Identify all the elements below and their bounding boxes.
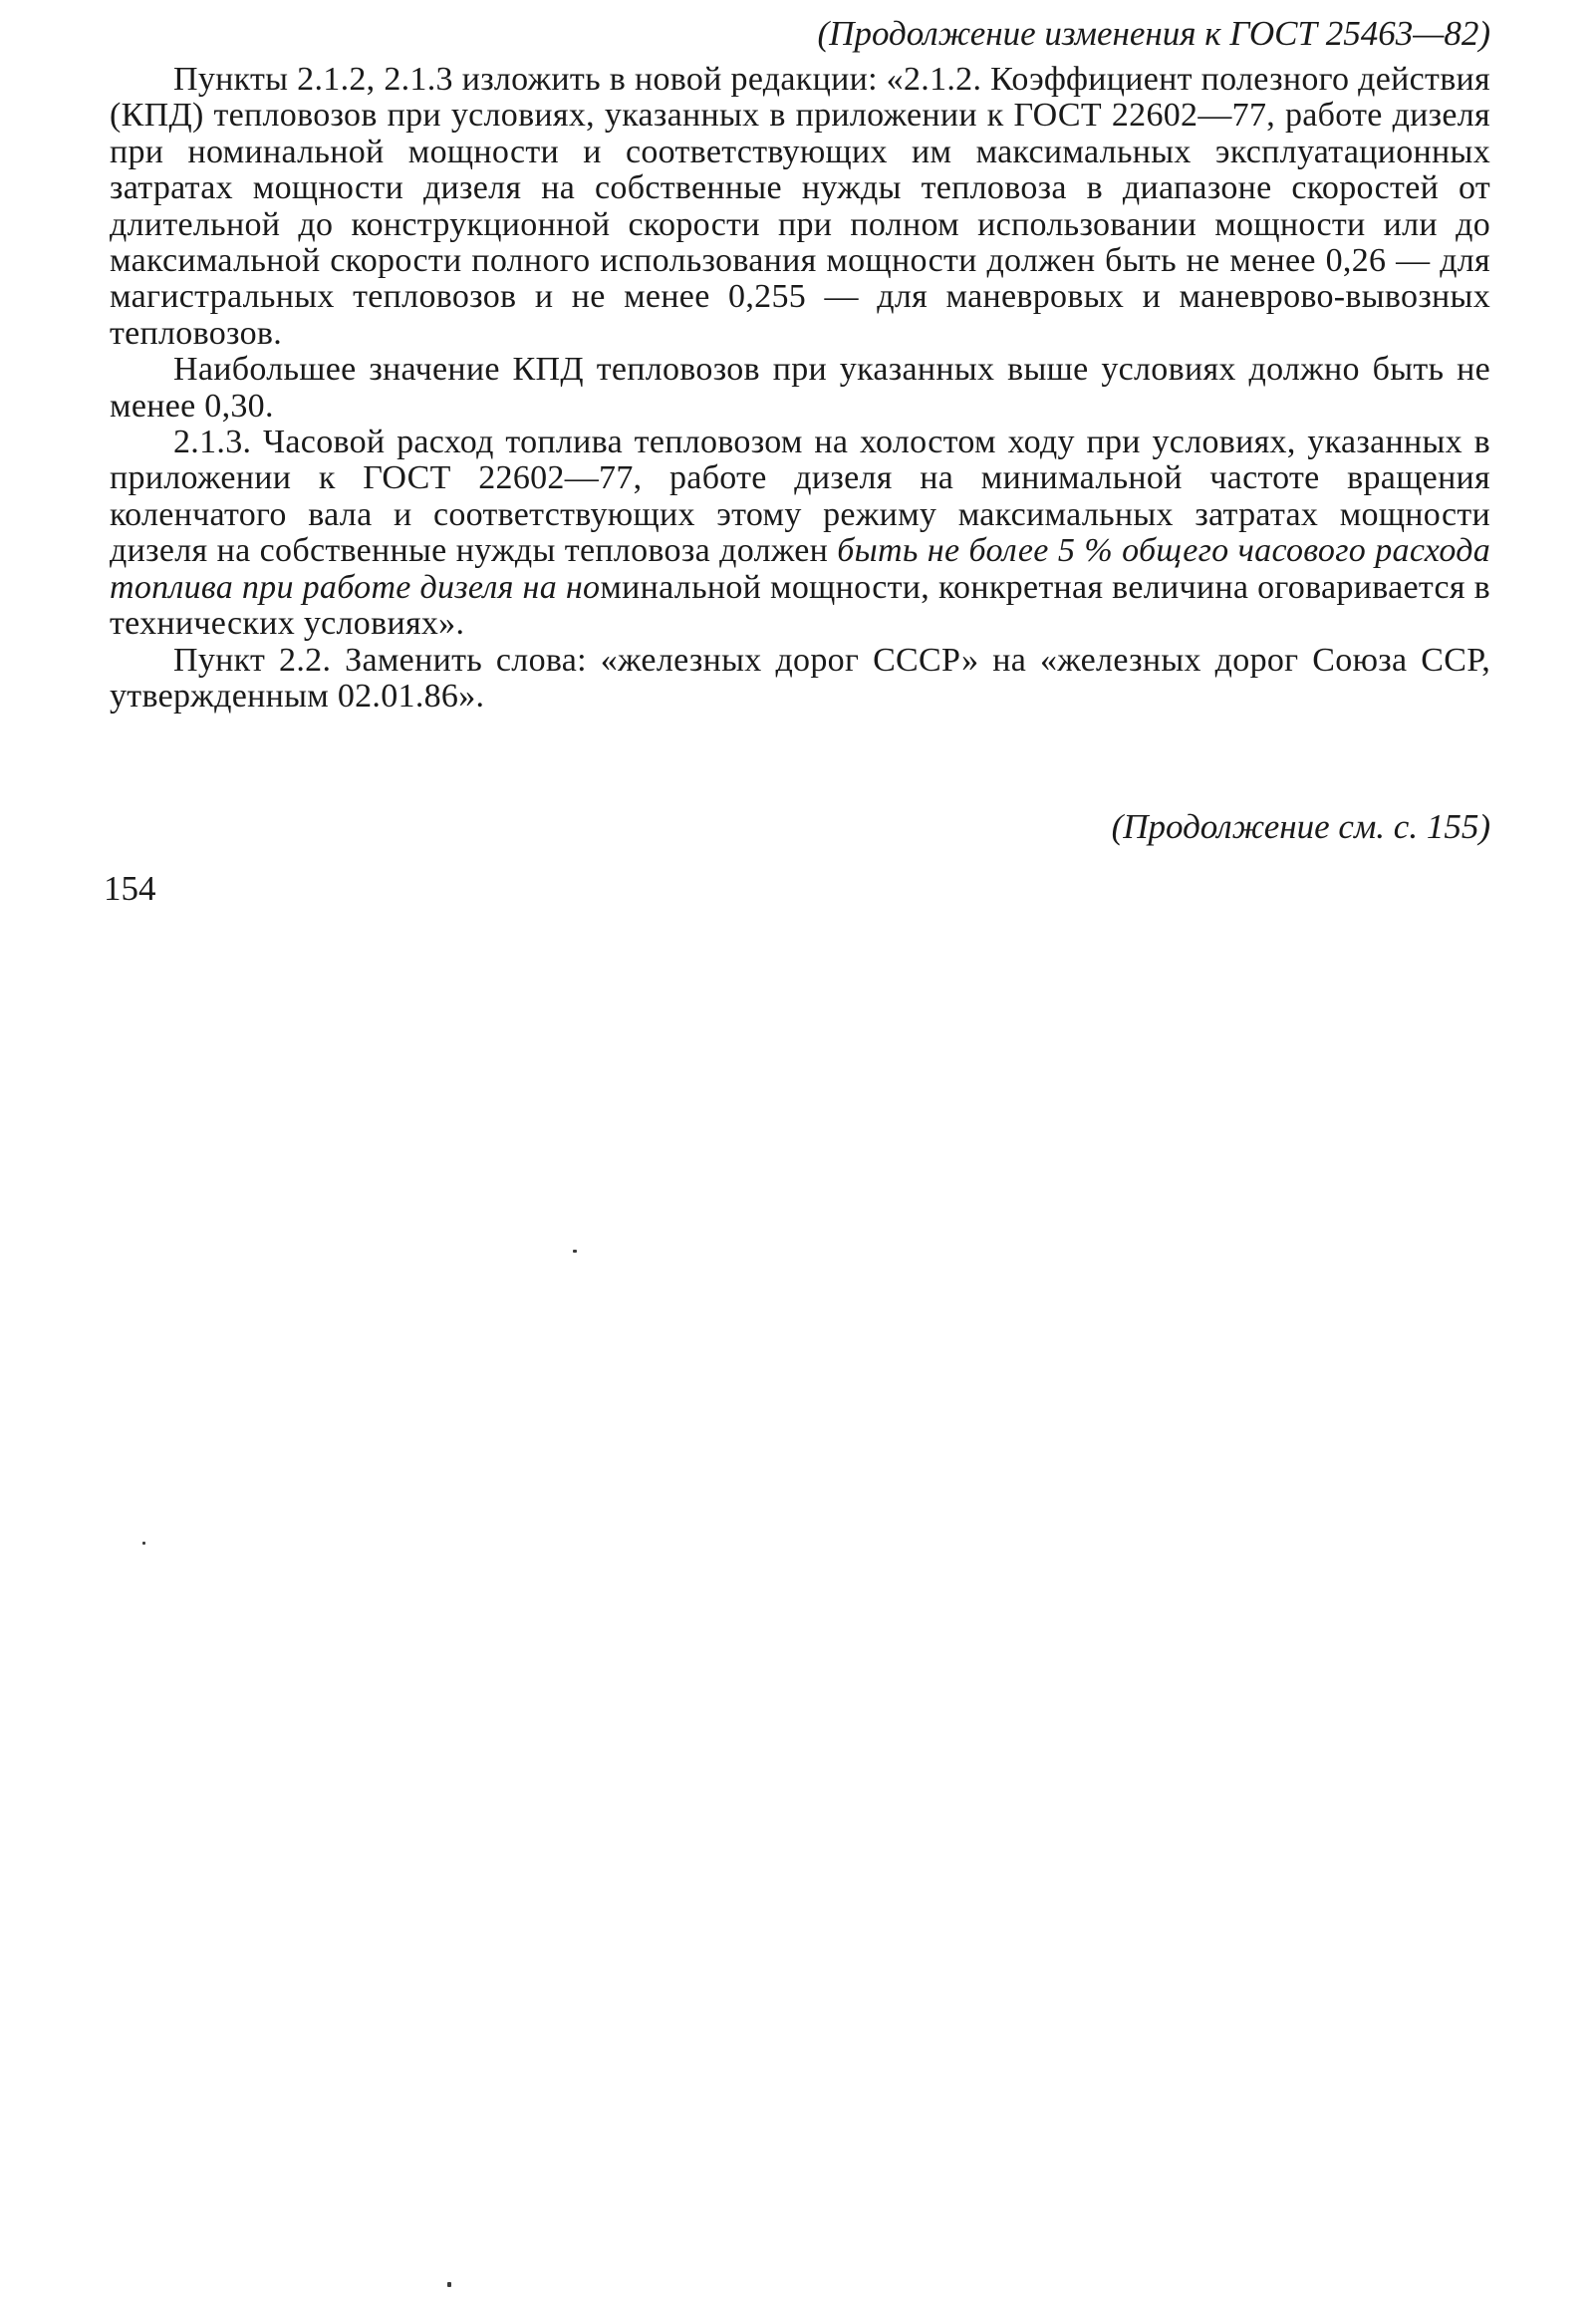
- paragraph-clause-2-2: Пункт 2.2. Заменить слова: «железных дорог СССР» на «железных дорог Союза ССР, утвержденным 02.01.86».: [110, 641, 1490, 715]
- running-header: (Продолжение изменения к ГОСТ 25463—82): [817, 14, 1490, 53]
- clause-2-1-3-text-start: 2.1.3. Часовой расход топлива тепловозом на холостом ходу при условиях, указанных в приложении к ГОСТ 22602—77, работе дизеля на минимальной частоте вращения коленчатого вала и соответствующих этому режиму максимальных затратах мощности дизеля на собственные нужды тепловоза должен: [110, 424, 1490, 570]
- clause-2-1-3-italic-text: быть не более 5 % общего часового расхода топлива при работе дизеля на но: [110, 532, 1490, 606]
- paragraph-max-efficiency: Наибольшее значение КПД тепловозов при указанных выше условиях должно быть не менее 0,30.: [110, 351, 1490, 425]
- paragraph-clauses-2-1-2: Пункты 2.1.2, 2.1.3 изложить в новой редакции: «2.1.2. Коэффициент полезного действия (КПД) тепловозов при условиях, указанных в приложении к ГОСТ 22602—77, работе дизеля при номинальной мощности и соответствующих им максимальных эксплуатационных затратах мощности дизеля на собственные нужды тепловоза в диапазоне скоростей от длительной до конструкционной скорости при полном использовании мощности или до максимальной скорости полного использования мощности должен быть не менее 0,26 — для магистральных тепловозов и не менее 0,255 — для маневровых и маневрово-вывозных тепловозов.: [110, 61, 1490, 352]
- scan-speck: [573, 1250, 577, 1253]
- scan-speck: [447, 2282, 451, 2287]
- amendment-text: [110, 62, 1490, 715]
- page-number: 154: [104, 869, 156, 908]
- scan-speck: [142, 1542, 145, 1545]
- paragraph-clause-2-1-3: [110, 425, 1490, 642]
- continuation-note: (Продолжение см. с. 155): [1111, 807, 1490, 846]
- clause-2-1-3-text-end: минальной мощности, конкретная величина оговаривается в технических условиях».: [110, 568, 1490, 643]
